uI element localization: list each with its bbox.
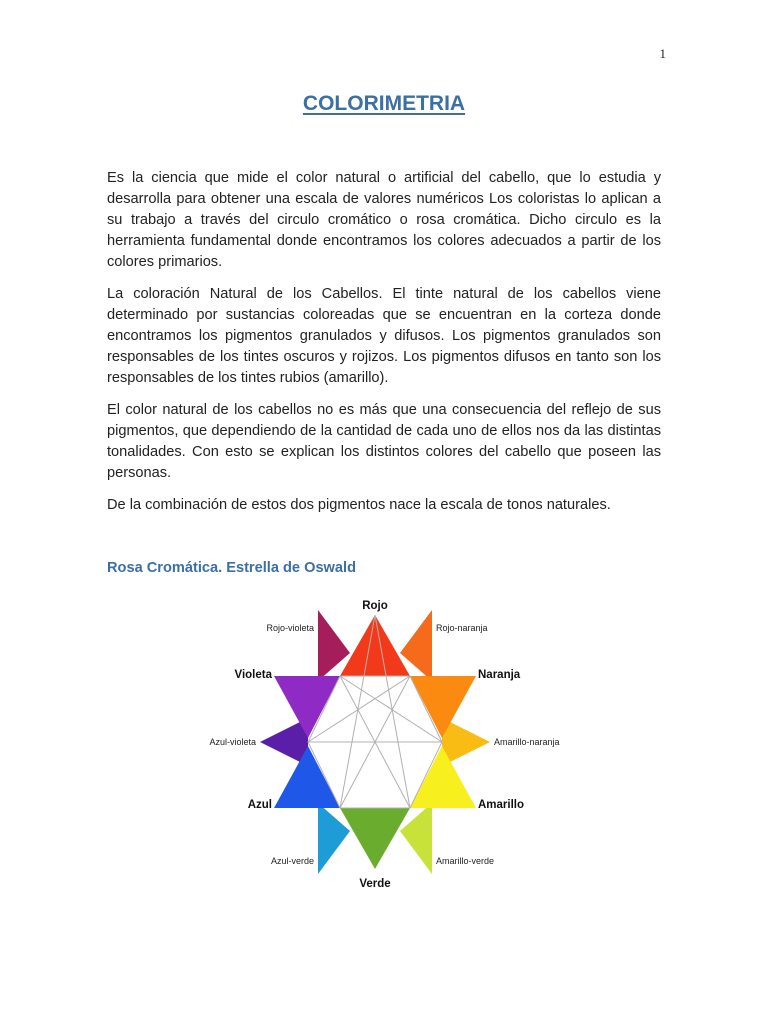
label-violeta: Violeta: [234, 669, 272, 681]
section-subtitle: Rosa Cromática. Estrella de Oswald: [107, 560, 356, 576]
label-amarillo: Amarillo: [478, 799, 525, 811]
color-star-svg: [200, 588, 580, 898]
triangle-verde: [340, 808, 410, 869]
body-text: [107, 168, 661, 527]
label-amarillo-naranja: Amarillo-naranja: [494, 737, 560, 747]
paragraph-3: El color natural de los cabellos no es más que una consecuencia del reflejo de sus pigmentos, que dependiendo de la cantidad de cada uno de ellos nos da las distintas tonalidades. Con esto se explican los distintos colores del cabello que poseen las personas.: [107, 402, 661, 481]
paragraph-2: La coloración Natural de los Cabellos. El tinte natural de los cabellos viene determinado por sustancias coloreadas que se encuentran en la corteza donde encontramos los pigmentos granulados y difusos. Los pigmentos granulados son responsables de los tintes oscuros y rojizos. Los pigmentos difusos en tanto son los responsables de los tintes rubios (amarillo).: [107, 286, 661, 386]
label-rojo-naranja: Rojo-naranja: [436, 623, 488, 633]
label-azul-verde: Azul-verde: [270, 856, 314, 866]
page-number: 1: [659, 46, 666, 61]
triangle-violeta: [274, 676, 340, 738]
label-rojo: Rojo: [362, 600, 388, 612]
wedge-azul-violeta: [260, 718, 308, 766]
label-amarillo-verde: Amarillo-verde: [436, 856, 495, 866]
wedge-amarillo-naranja: [442, 718, 490, 766]
label-verde: Verde: [359, 878, 391, 890]
triangle-azul: [274, 746, 340, 808]
triangle-naranja: [410, 676, 476, 738]
label-azul: Azul: [247, 799, 272, 811]
triangle-rojo: [340, 615, 410, 676]
label-azul-violeta: Azul-violeta: [209, 737, 256, 747]
label-naranja: Naranja: [478, 669, 521, 681]
paragraph-4: De la combinación de estos dos pigmentos nace la escala de tonos naturales.: [107, 497, 611, 513]
paragraph-1: Es la ciencia que mide el color natural o artificial del cabello, que lo estudia y desarrolla para obtener una escala de valores numéricos Los coloristas lo aplican a su trabajo a través del circulo cromático o rosa cromática. Dicho circulo es la herramienta fundamental donde encontramos los colores adecuados a partir de los colores primarios.: [107, 170, 661, 270]
color-star-diagram: [200, 588, 580, 898]
triangle-amarillo: [410, 746, 476, 808]
label-rojo-violeta: Rojo-violeta: [266, 623, 314, 633]
document-title: COLORIMETRIA: [302, 92, 466, 115]
